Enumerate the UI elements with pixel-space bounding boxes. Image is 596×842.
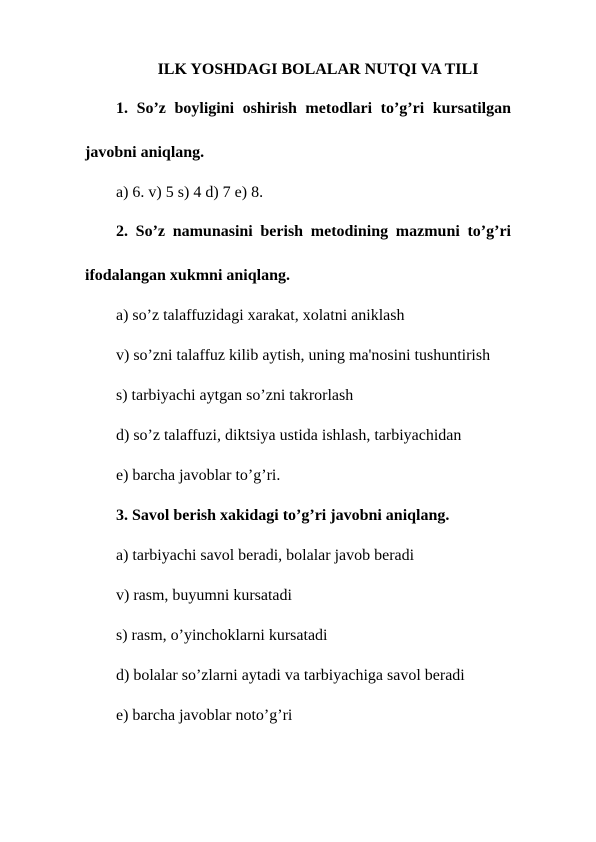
question-1-option: a) 6. v) 5 s) 4 d) 7 e) 8. [116, 184, 264, 201]
question-3-option-d: d) bolalar so’zlarni aytadi va tarbiyachiga savol beradi [116, 667, 465, 684]
document-title: ILK YOSHDAGI BOLALAR NUTQI VA TILI [157, 61, 479, 78]
question-3-option-s: s) rasm, o’yinchoklarni kursatadi [116, 627, 328, 644]
question-3-text: 3. Savol berish xakidagi to’g’ri javobni aniqlang. [116, 507, 450, 524]
question-2-text-continued: ifodalangan xukmni aniqlang. [85, 267, 290, 284]
question-1-text: 1. So’z boyligini oshirish metodlari to’g’ri kursatilgan [116, 100, 511, 117]
question-3-option-e: e) barcha javoblar noto’g’ri [116, 707, 293, 724]
question-2-option-a: a) so’z talaffuzidagi xarakat, xolatni aniklash [116, 307, 405, 324]
question-2-option-e: e) barcha javoblar to’g’ri. [116, 467, 281, 484]
question-3-option-v: v) rasm, buyumni kursatadi [116, 587, 292, 604]
question-3-option-a: a) tarbiyachi savol beradi, bolalar javob beradi [116, 547, 415, 564]
question-2-option-v: v) so’zni talaffuz kilib aytish, uning ma'nosini tushuntirish [116, 347, 491, 364]
question-1-text-continued: javobni aniqlang. [85, 144, 205, 161]
question-2-option-s: s) tarbiyachi aytgan so’zni takrorlash [116, 387, 354, 404]
question-2-option-d: d) so’z talaffuzi, diktsiya ustida ishlash, tarbiyachidan [116, 427, 462, 444]
question-2-text: 2. So’z namunasini berish metodining mazmuni to’g’ri [116, 223, 511, 240]
